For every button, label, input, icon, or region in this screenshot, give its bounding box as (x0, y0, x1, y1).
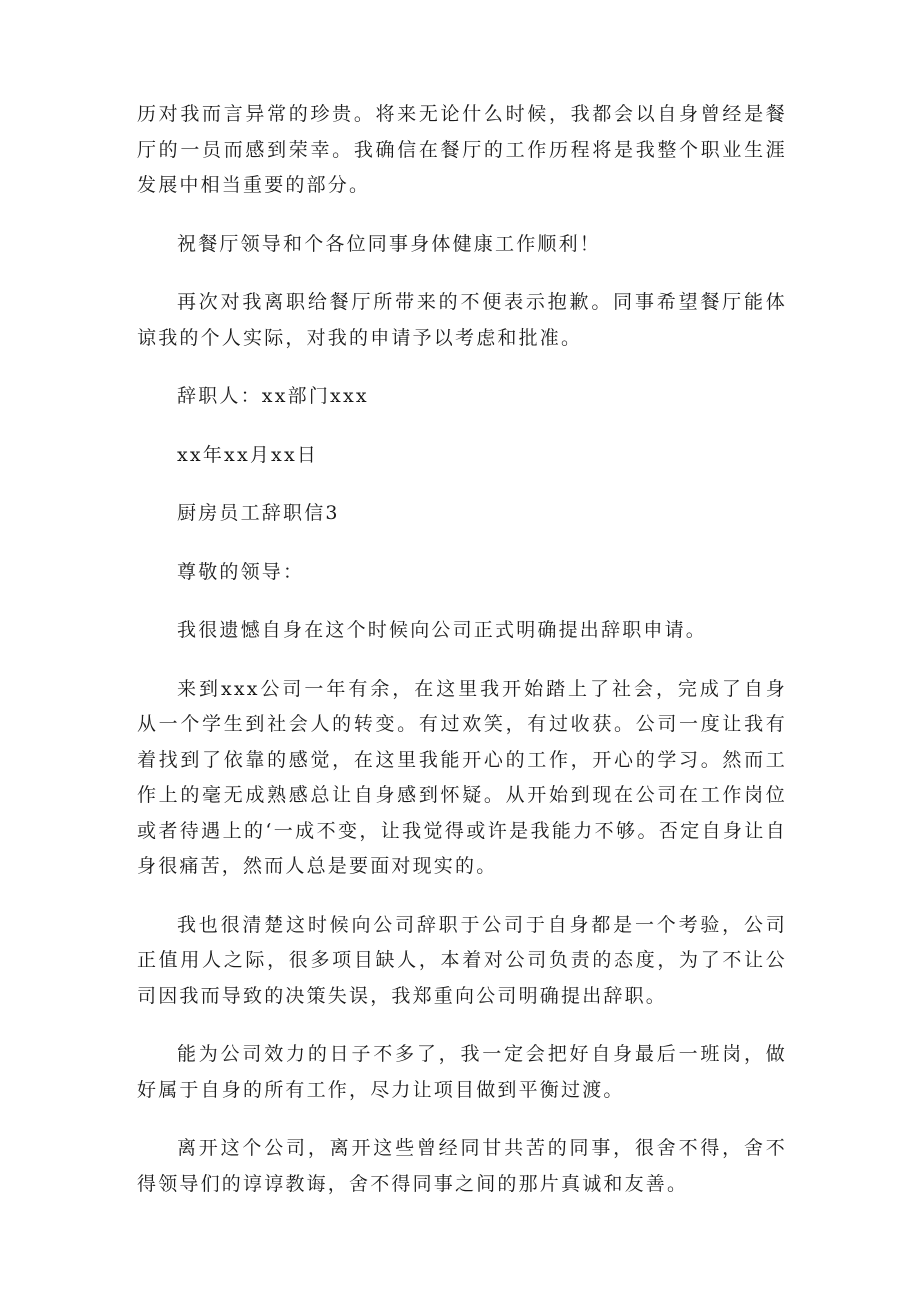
paragraph-experience: 来到xxx公司一年有余，在这里我开始踏上了社会，完成了自身从一个学生到社会人的转变。有过欢笑，有过收获。公司一度让我有着找到了依靠的感觉，在这里我能开心的工作，开心的学习。然而工作上的毫无成熟感总让自身感到怀疑。从开始到现在公司在工作岗位或者待遇上的‘一成不变，让我觉得或许是我能力不够。否定自身让自身很痛苦，然而人总是要面对现实的。 (137, 677, 787, 877)
section-title: 厨房员工辞职信3 (177, 502, 340, 524)
paragraph-commitment: 能为公司效力的日子不多了，我一定会把好自身最后一班岗，做好属于自身的所有工作，尽力让项目做到平衡过渡。 (137, 1043, 787, 1101)
salutation: 尊敬的领导： (177, 560, 305, 583)
paragraph-continuation: 历对我而言异常的珍贵。将来无论什么时候，我都会以自身曾经是餐厅的一员而感到荣幸。我确信在餐厅的工作历程将是我整个职业生涯发展中相当重要的部分。 (137, 103, 787, 196)
paragraph-farewell: 离开这个公司，离开这些曾经同甘共苦的同事，很舍不得，舍不得领导们的谆谆教诲，舍不得同事之间的那片真诚和友善。 (137, 1137, 787, 1195)
document-page (137, 97, 787, 1202)
signature-line: 辞职人：xx部门xxx (177, 385, 369, 407)
paragraph-reason: 我也很清楚这时候向公司辞职于公司于自身都是一个考验，公司正值用人之际，很多项目缺人，本着对公司负责的态度，为了不让公司因我而导致的决策失误，我郑重向公司明确提出辞职。 (137, 913, 787, 1007)
paragraph-intro: 我很遗憾自身在这个时候向公司正式明确提出辞职申请。 (177, 619, 708, 641)
date-line: xx年xx月xx日 (177, 443, 319, 466)
paragraph-wishes: 祝餐厅领导和个各位同事身体健康工作顺利！ (177, 232, 602, 255)
paragraph-apology: 再次对我离职给餐厅所带来的不便表示抱歉。同事希望餐厅能体谅我的个人实际，对我的申请予以考虑和批准。 (137, 291, 787, 349)
